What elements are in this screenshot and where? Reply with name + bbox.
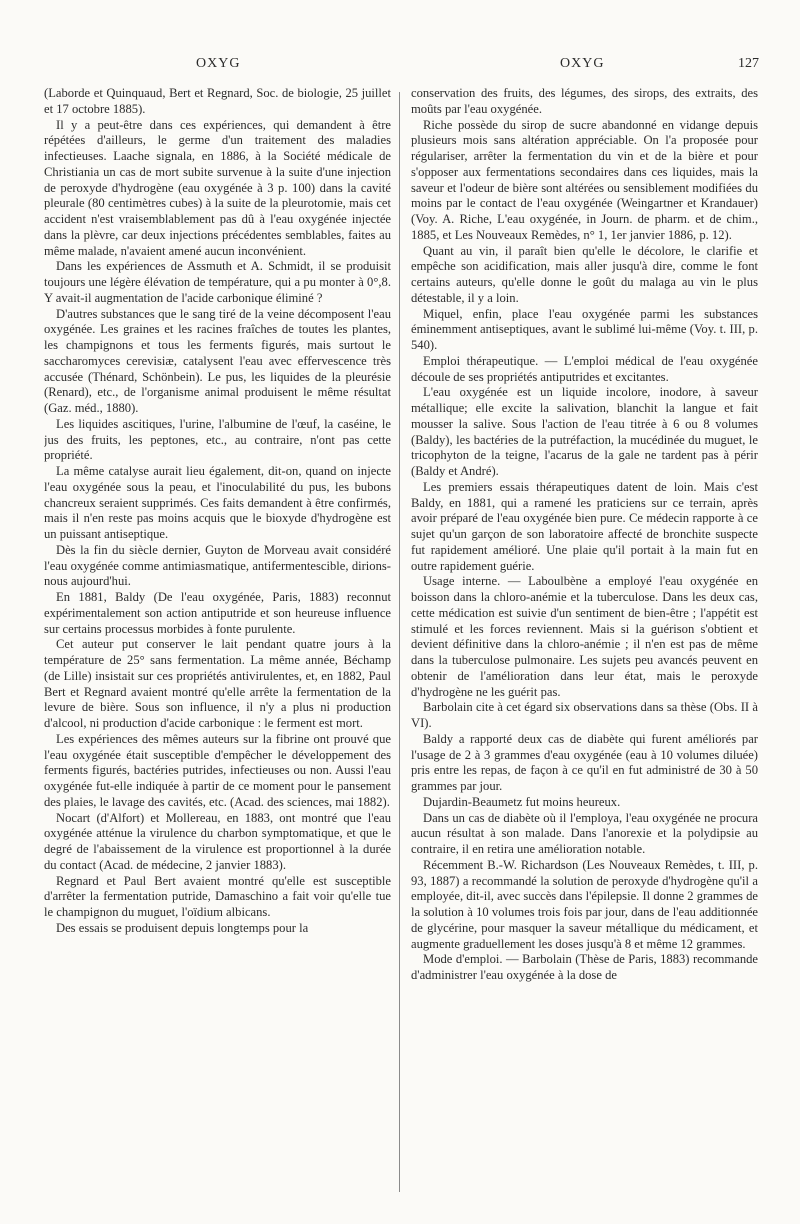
paragraph: Les premiers essais thérapeutiques datent de loin. Mais c'est Baldy, en 1881, qui a ramené les praticiens sur ce terrain, après avoir préparé de l'eau oxygénée bien pure. Ce médecin rapporte à ce sujet qu'un garçon de son laboratoire affecté de bronchite suspecte fut rapidement amélioré. Une plaie qu'il portait à la main fut en outre rapidement guérie. — [411, 479, 758, 573]
running-title-right: OXYG — [560, 56, 605, 71]
left-column — [44, 86, 391, 1196]
paragraph: Récemment B.-W. Richardson (Les Nouveaux Remèdes, t. III, p. 93, 1887) a recommandé la solution de peroxyde d'hydrogène qu'il a employée, dit-il, avec succès dans l'épilepsie. Il donne 2 grammes de la solution à 10 volumes trois fois par jour, dans de l'eau additionnée de glycérine, pour masquer la saveur métallique du médicament, et augmente graduellement les doses jusqu'à 8 et même 12 grammes. — [411, 857, 758, 951]
paragraph: Dujardin-Beaumetz fut moins heureux. — [423, 794, 621, 809]
paragraph: Nocart (d'Alfort) et Mollereau, en 1883, ont montré que l'eau oxygénée atténue la virulence du charbon symptomatique, et que le degré de l'abaissement de la virulence est proportionnel à la durée du contact (Acad. de médecine, 2 janvier 1883). — [44, 810, 391, 872]
paragraph: Emploi thérapeutique. — L'emploi médical de l'eau oxygénée découle de ses propriétés antiputrides et excitantes. — [411, 353, 758, 384]
paragraph: Miquel, enfin, place l'eau oxygénée parmi les substances éminemment antiseptiques, avant le sublimé lui-même (Voy. t. III, p. 540). — [411, 306, 758, 352]
paragraph: Riche possède du sirop de sucre abandonné en vidange depuis plusieurs mois sans altération appréciable. On l'a proposée pour régulariser, arrêter la fermentation du vin et de la bière et pour s'opposer aux fermentations secondaires dans ces liquides, mais la saveur et l'odeur de bière sont altérées ou sensiblement modifiées du moins par le contact de l'eau oxygénée (Weingartner et Krandauer) (Voy. A. Riche, L'eau oxygénée, in Journ. de pharm. et de chim., 1885, et Les Nouveaux Remèdes, n° 1, 1er janvier 1886, p. 12). — [411, 117, 758, 242]
right-column — [411, 86, 758, 1196]
paragraph: Barbolain cite à cet égard six observations dans sa thèse (Obs. II à VI). — [411, 700, 758, 730]
paragraph: Cet auteur put conserver le lait pendant quatre jours à la température de 25° sans fermentation. La même année, Béchamp (de Lille) insistait sur ces propriétés antivirulentes, et, en 1882, Paul Bert et Regnard avaient montré qu'elle arrête la fermentation de la levure de bière. Sous son influence, il n'y a plus ni production d'alcool, ni production d'acide carbonique : le ferment est mort. — [44, 637, 391, 730]
paragraph: Dans un cas de diabète où il l'employa, l'eau oxygénée ne procura aucun résultat à son malade. Dans l'anorexie et la polydipsie au contraire, il en retira une amélioration notable. — [411, 810, 758, 856]
paragraph: Quant au vin, il paraît bien qu'elle le décolore, le clarifie et empêche son acidification, mais aller jusqu'à dire, comme le font certains auteurs, qu'elle donne le goût du malaga au vin le plus détestable, il y a loin. — [411, 243, 758, 305]
running-title-left: OXYG — [196, 56, 241, 71]
paragraph: Baldy a rapporté deux cas de diabète qui furent améliorés par l'usage de 2 à 3 grammes d'eau oxygénée (eau à 10 volumes diluée) pris entre les repas, de façon à ce qu'il en fut administré de 30 à 50 grammes par jour. — [411, 731, 758, 793]
paragraph: Regnard et Paul Bert avaient montré qu'elle est susceptible d'arrêter la fermentation putride, Damaschino a fait voir qu'elle tue le champignon du muguet, l'oïdium albicans. — [44, 873, 391, 919]
column-divider — [399, 92, 400, 1192]
paragraph: Usage interne. — Laboulbène a employé l'eau oxygénée en boisson dans la chloro-anémie et la tuberculose. Dans les deux cas, cette médication est suivie d'un sentiment de bien-être ; l'appétit est stimulé et les forces reviennent. Mais si la guérison s'obtient et devient définitive dans la chloro-anémie ; il n'en est pas de même dans la tuberculose pulmonaire. Les sujets peu avancés peuvent en obtenir de l'amélioration dans leur état, mais le peroxyde d'hydrogène ne les guérit pas. — [411, 574, 758, 699]
paragraph: Dès la fin du siècle dernier, Guyton de Morveau avait considéré l'eau oxygénée comme antimiasmatique, antifermentescible, dirions-nous aujourd'hui. — [44, 542, 391, 589]
paragraph: En 1881, Baldy (De l'eau oxygénée, Paris, 1883) reconnut expérimentalement son action antiputride et son heureuse influence sur certains processus morbides à fonte purulente. — [44, 590, 391, 636]
paragraph: Des essais se produisent depuis longtemps pour la — [56, 920, 309, 935]
paragraph: Les expériences des mêmes auteurs sur la fibrine ont prouvé que l'eau oxygénée était susceptible d'empêcher le développement des ferments figurés, bactéries putrides, infectieuses ou non. Aussi l'eau oxygénée fut-elle indiquée à partir de ce moment pour le pansement des plaies, le lavage des cavités, etc. (Acad. des sciences, mai 1882). — [44, 731, 391, 809]
paragraph: D'autres substances que le sang tiré de la veine décomposent l'eau oxygénée. Les graines et les racines fraîches de toutes les plantes, les champignons et tous les ferments figurés, mais surtout le saccharomyces cerevisiæ, catalysent l'eau avec effervescence très accusée (Thénard, Schönbein). Le pus, les liquides de la pleurésie (Renard), etc., de l'organisme animal produisent le même résultat (Gaz. méd., 1880). — [44, 306, 391, 415]
paragraph: (Laborde et Quinquaud, Bert et Regnard, Soc. de biologie, 25 juillet et 17 octobre 1885). — [44, 86, 391, 116]
paragraph: Dans les expériences de Assmuth et A. Schmidt, il se produisit toujours une légère élévation de température, qui a pu monter à 0°,8. Y avait-il augmentation de l'acide carbonique éliminé ? — [44, 259, 391, 305]
paragraph: conservation des fruits, des légumes, des sirops, des extraits, des moûts par l'eau oxygénée. — [411, 86, 758, 116]
paragraph: La même catalyse aurait lieu également, dit-on, quand on injecte l'eau oxygénée sous la peau, et l'inoculabilité du pus, les bubons chancreux seraient supprimés. Ces faits demandent à être confirmés, mais il n'en reste pas moins acquis que le bioxyde d'hydrogène est un puissant antiseptique. — [44, 464, 391, 541]
paragraph: Mode d'emploi. — Barbolain (Thèse de Paris, 1883) recommande d'administrer l'eau oxygénée à la dose de — [411, 952, 758, 982]
paragraph: Il y a peut-être dans ces expériences, qui demandent à être répétées d'ailleurs, le germe d'un traitement des maladies infectieuses. Laache signala, en 1886, à la Société médicale de Christiania un cas de mort subite survenue à la suite d'une injection de peroxyde d'hydrogène (eau oxygénée à 3 p. 100) dans la cavité pleurale (80 centimètres cubes) à la suite de la pleurotomie, mais cet accident n'est vraisemblablement pas dû à l'eau oxygénée injectée dans la plèvre, car deux injections précédentes semblables, faites au même malade, n'avaient amené aucun inconvénient. — [44, 117, 391, 258]
paragraph: L'eau oxygénée est un liquide incolore, inodore, à saveur métallique; elle excite la salivation, blanchit la langue et fait mousser la salive. Sous l'action de l'eau titrée à 6 ou 8 volumes (Baldy), les bactéries de la putréfaction, la mucédinée du muguet, le tricophyton de la teigne, l'acarus de la gale ne tardent pas à périr (Baldy et André). — [411, 385, 758, 478]
paragraph: Les liquides ascitiques, l'urine, l'albumine de l'œuf, la caséine, le jus des fruits, les peptones, etc., au contraire, n'ont pas cette propriété. — [44, 416, 391, 463]
page-number: 127 — [738, 56, 759, 71]
